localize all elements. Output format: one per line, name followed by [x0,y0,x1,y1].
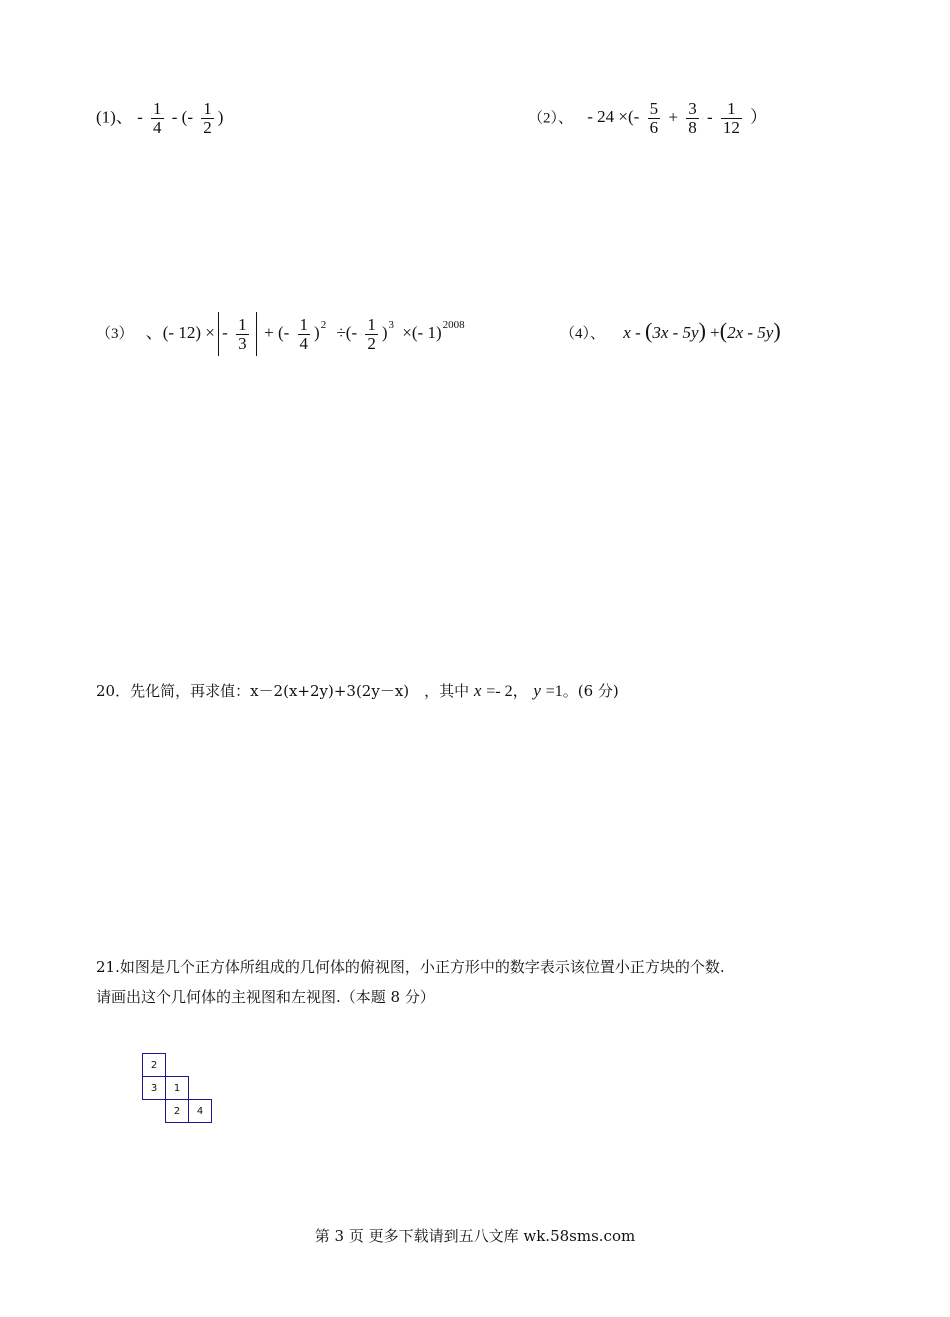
top-view-grid [142,1053,222,1133]
fraction: $\frac{1}{4}$ [299,314,309,353]
fraction: $\frac{5}{6}$ [649,99,659,137]
fraction: $\frac{1}{2}$ [367,314,376,353]
absolute-value-bar [256,312,257,356]
problem-1-label: (1)、 [96,107,133,127]
fraction: $\frac{1}{12}$ [722,99,740,137]
absolute-value-bar [218,312,219,356]
grid-cell: 2 [142,1053,166,1077]
problem-3-label: （3） [96,325,134,342]
fraction: $\frac{1}{3}$ [238,314,247,353]
fraction: $\frac{3}{8}$ [688,99,697,137]
problem-4-label: （4）、 [560,326,606,342]
problem-3: （3） 、(- 12) × - $\frac{1}{3}$ + (- $\frac{1}{4}$ )$^2$ ÷(- $\frac{1}{2}$ )$^3$ ×(- 1)$^{2008}$ [96,312,465,356]
problem-4: （4）、 x - (3x - 5y) +(2x - 5y) [560,318,781,343]
problem-2-label: （2）、 [528,110,574,127]
problem-2: （2）、 - 24 ×(- $\frac{5}{6}$ + $\frac{3}{8}$ - $\frac{1}{12}$ ） [528,99,768,137]
question-21-line-1: 21.如图是几个正方体所组成的几何体的俯视图，小正方形中的数字表示该位置小正方块的个数. [96,958,725,976]
grid-cell: 1 [165,1076,189,1100]
question-21-line-2: 请画出这个几何体的主视图和左视图.（本题 8 分） [96,988,435,1006]
grid-cell: 4 [188,1099,212,1123]
question-20: 20．先化简，再求值：x－2(x+2y)+3(2y－x) ，其中 x =- 2， y =1。(6 分) [96,681,619,700]
page-footer: 第 3 页 更多下载请到五八文库 wk.58sms.com [314,1227,636,1245]
question-20-text: 20．先化简，再求值：x－2(x+2y)+3(2y－x) ，其中 [96,682,470,700]
grid-cell: 3 [142,1076,166,1100]
fraction: $\frac{1}{4}$ [153,99,162,137]
problem-1: (1)、 - $\frac{1}{4}$ - (- $\frac{1}{2}$ ) [96,99,224,137]
fraction: $\frac{1}{2}$ [203,99,212,137]
grid-cell: 2 [165,1099,189,1123]
